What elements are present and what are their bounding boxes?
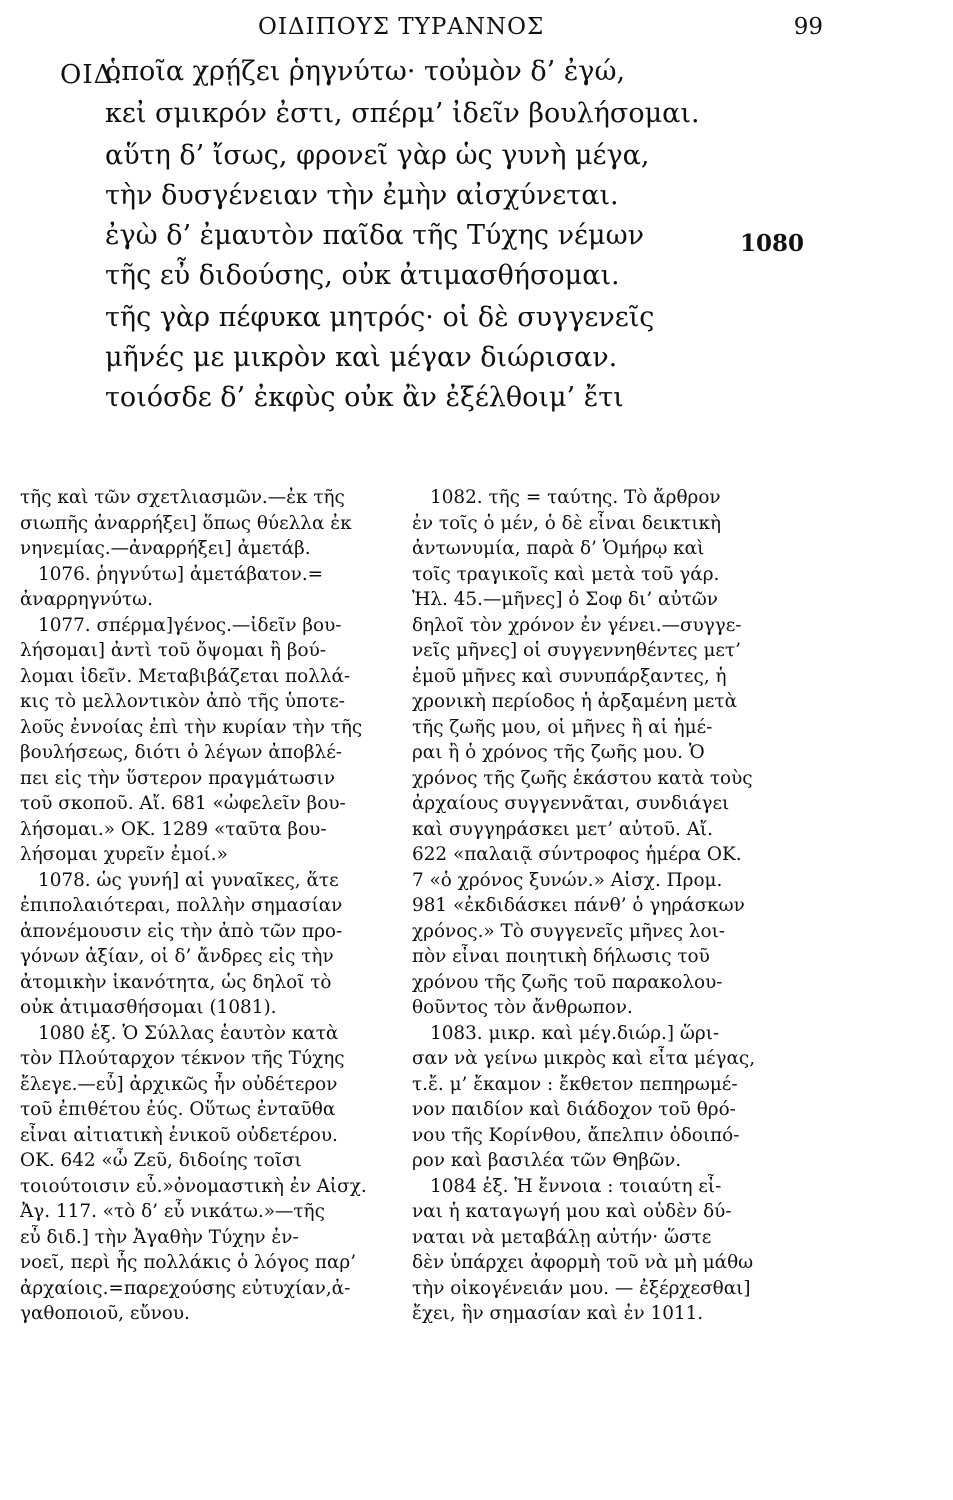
speaker-label: ΟΙΔ. bbox=[60, 60, 123, 90]
commentary-line: τ.ἔ. μ’ ἔκαμον : ἔκθετον πεπηρωμέ- bbox=[412, 1073, 738, 1095]
verse-line: ὁποῖα χρῄζει ῥηγνύτω· τοὐμὸν δ’ ἐγώ, bbox=[105, 56, 626, 87]
commentary-right-column bbox=[412, 485, 807, 1327]
commentary-line: 1082. τῆς = ταύτης. Τὸ ἄρθρον bbox=[430, 487, 721, 508]
commentary-line: ἔλεγε.—εὖ] ἀρχικῶς ἦν οὐδέτερον bbox=[20, 1073, 338, 1095]
commentary-line: καὶ συγγηράσκει μετ’ αὐτοῦ. Αἴ. bbox=[412, 818, 713, 840]
commentary-line: βουλήσεως, διότι ὁ λέγων ἀποβλέ- bbox=[20, 742, 342, 763]
commentary-line: τὴν οἰκογένειάν μου. — ἐξέρχεσθαι] bbox=[412, 1277, 751, 1299]
verse-line-number: 1080 bbox=[740, 230, 805, 257]
commentary-line: λήσομαι.» ΟΚ. 1289 «ταῦτα βου- bbox=[20, 818, 327, 840]
commentary-line: δὲν ὑπάρχει ἀφορμὴ τοῦ νὰ μὴ μάθω bbox=[412, 1252, 754, 1273]
commentary-line: 1076. ῥηγνύτω] ἀμετάβατον.= bbox=[38, 563, 324, 585]
commentary-line: εἶναι αἰτιατικὴ ἑνικοῦ οὐδετέρου. bbox=[20, 1124, 338, 1146]
commentary-line: 1084 ἑξ. Ἡ ἔννοια : τοιαύτη εἶ- bbox=[430, 1175, 722, 1197]
commentary-line: νου τῆς Κορίνθου, ἄπελπιν ὁδοιπό- bbox=[412, 1124, 740, 1146]
commentary-line: χρόνου τῆς ζωῆς τοῦ παρακολου- bbox=[412, 971, 723, 993]
commentary-line: λήσομαι] ἀντὶ τοῦ ὄψομαι ἢ βού- bbox=[20, 640, 326, 661]
commentary-line: χρονικὴ περίοδος ἡ ἀρξαμένη μετὰ bbox=[412, 691, 738, 712]
verse-line: κεἰ σμικρόν ἐστι, σπέρμ’ ἰδεῖν βουλήσομαι. bbox=[105, 98, 700, 129]
commentary-line: ναι ἡ καταγωγή μου καὶ οὐδὲν δύ- bbox=[412, 1201, 732, 1222]
commentary-line: τῆς καὶ τῶν σχετλιασμῶν.—ἐκ τῆς bbox=[20, 487, 345, 508]
commentary-line: λήσομαι χυρεῖν ἐμοί.» bbox=[20, 844, 228, 865]
commentary-line: 981 «ἐκδιδάσκει πάνθ’ ὁ γηράσκων bbox=[412, 895, 745, 916]
commentary-line: χρόνος τῆς ζωῆς ἑκάστου κατὰ τοὺς bbox=[412, 767, 753, 789]
verse-line: αὕτη δ’ ἴσως, φρονεῖ γὰρ ὡς γυνὴ μέγα, bbox=[105, 140, 650, 171]
commentary-line: τοιούτοισιν εὖ.»ὀνομαστικὴ ἐν Αἰσχ. bbox=[20, 1175, 367, 1197]
commentary-line: Ἠλ. 45.—μῆνες] ὁ Σοφ δι’ αὐτῶν bbox=[412, 589, 718, 610]
verse-line: μῆνές με μικρὸν καὶ μέγαν διώρισαν. bbox=[105, 342, 618, 373]
commentary-line: ἐπιπολαιότεραι, πολλὴν σημασίαν bbox=[20, 895, 343, 916]
commentary-line: 1077. σπέρμα]γένος.—ἰδεῖν βου- bbox=[38, 614, 342, 636]
commentary-line: ἀρχαίους συγγεννᾶται, συνδιάγει bbox=[412, 793, 730, 814]
commentary-line: ἀντωνυμία, παρὰ δ’ Ὁμήρῳ καὶ bbox=[412, 538, 705, 559]
commentary-line: θοῦντος τὸν ἄνθρωπον. bbox=[412, 997, 633, 1018]
verse-line: τῆς εὖ διδούσης, οὐκ ἀτιμασθήσομαι. bbox=[105, 260, 620, 291]
commentary-line: 1078. ὡς γυνή] αἱ γυναῖκες, ἅτε bbox=[38, 869, 339, 891]
commentary-line: τοῖς τραγικοῖς καὶ μετὰ τοῦ γάρ. bbox=[412, 563, 720, 585]
page-header bbox=[0, 10, 953, 46]
commentary-line: ἔχει, ἣν σημασίαν καὶ ἐν 1011. bbox=[412, 1303, 704, 1324]
verse-line: τῆς γὰρ πέφυκα μητρός· οἱ δὲ συγγενεῖς bbox=[105, 302, 655, 333]
commentary-line: λομαι ἰδεῖν. Μεταβιβάζεται πολλά- bbox=[20, 665, 351, 687]
verse-line: τοιόσδε δ’ ἐκφὺς οὐκ ἂν ἐξέλθοιμ’ ἔτι bbox=[105, 382, 624, 413]
commentary-line: γαθοποιοῦ, εὔνου. bbox=[20, 1303, 190, 1324]
commentary-line: ναται νὰ μεταβάλῃ αὐτήν· ὥστε bbox=[412, 1226, 712, 1248]
commentary-line: τοῦ ἐπιθέτου ἐύς. Οὕτως ἐνταῦθα bbox=[20, 1099, 336, 1120]
commentary-line: 1080 ἑξ. Ὁ Σύλλας ἑαυτὸν κατὰ bbox=[38, 1022, 339, 1044]
commentary-line: ρον καὶ βασιλέα τῶν Θηβῶν. bbox=[412, 1150, 682, 1171]
commentary-line: πει εἰς τὴν ὕστερον πραγμάτωσιν bbox=[20, 767, 335, 789]
commentary-line: ραι ἢ ὁ χρόνος τῆς ζωῆς μου. Ὁ bbox=[412, 742, 705, 763]
commentary-line: οὐκ ἀτιμασθήσομαι (1081). bbox=[20, 997, 277, 1018]
commentary-line: ἐν τοῖς ὁ μέν, ὁ δὲ εἶναι δεικτικὴ bbox=[412, 512, 722, 534]
commentary-left-column bbox=[20, 485, 420, 1327]
commentary-line: χρόνος.» Τὸ συγγενεῖς μῆνες λοι- bbox=[412, 920, 725, 942]
commentary-line: 622 «παλαιᾷ σύντροφος ἡμέρα ΟΚ. bbox=[412, 844, 742, 865]
commentary-line: 7 «ὁ χρόνος ξυνών.» Αἰσχ. Προμ. bbox=[412, 869, 723, 891]
commentary-line: κις τὸ μελλοντικὸν ἀπὸ τῆς ὑποτε- bbox=[20, 691, 345, 712]
commentary-line: δηλοῖ τὸν χρόνον ἐν γένει.—συγγε- bbox=[412, 614, 742, 636]
commentary-line: τὸν Πλούταρχον τέκνον τῆς Τύχης bbox=[20, 1048, 345, 1069]
commentary-line: νοεῖ, περὶ ἧς πολλάκις ὁ λόγος παρ’ bbox=[20, 1252, 357, 1273]
commentary-line: πὸν εἶναι ποιητικὴ δήλωσις τοῦ bbox=[412, 946, 710, 967]
verse-line: ἐγὼ δ’ ἐμαυτὸν παῖδα τῆς Τύχης νέμων bbox=[105, 220, 645, 251]
commentary-line: 1083. μικρ. καὶ μέγ.διώρ.] ὥρι- bbox=[430, 1022, 720, 1044]
running-title: ΟΙΔΙΠΟΥΣ ΤΥΡΑΝΝΟΣ bbox=[258, 14, 545, 40]
commentary-line: νον παιδίον καὶ διάδοχον τοῦ θρό- bbox=[412, 1099, 736, 1120]
commentary-line: ἀπονέμουσιν εἰς τὴν ἀπὸ τῶν προ- bbox=[20, 920, 343, 942]
commentary-line: νεῖς μῆνες] οἱ συγγεννηθέντες μετ’ bbox=[412, 640, 741, 661]
commentary-line: ἀτομικὴν ἱκανότητα, ὡς δηλοῖ τὸ bbox=[20, 971, 332, 993]
commentary-line: Ἀγ. 117. «τὸ δ’ εὖ νικάτω.»—τῆς bbox=[20, 1201, 325, 1222]
page-number: 99 bbox=[793, 14, 823, 40]
commentary-line: σιωπῆς ἀναρρήξει] ὅπως θύελλα ἐκ bbox=[20, 512, 352, 534]
commentary-line: λοῦς ἐννοίας ἐπὶ τὴν κυρίαν τὴν τῆς bbox=[20, 716, 363, 738]
commentary-line: σαν νὰ γείνω μικρὸς καὶ εἶτα μέγας, bbox=[412, 1048, 756, 1069]
commentary-line: γόνων ἀξίαν, οἱ δ’ ἄνδρες εἰς τὴν bbox=[20, 946, 334, 967]
commentary-line: ἐμοῦ μῆνες καὶ συνυπάρξαντες, ἡ bbox=[412, 665, 727, 687]
commentary-line: ἀρχαίοις.=παρεχούσης εὐτυχίαν,ἀ- bbox=[20, 1277, 351, 1299]
commentary-line: ἀναρρηγνύτω. bbox=[20, 589, 154, 610]
commentary-line: τοῦ σκοποῦ. Αἴ. 681 «ὠφελεῖν βου- bbox=[20, 793, 346, 814]
commentary-line: νηνεμίας.—ἀναρρήξει] ἀμετάβ. bbox=[20, 538, 311, 559]
verse-line: τὴν δυσγένειαν τὴν ἐμὴν αἰσχύνεται. bbox=[105, 180, 619, 211]
commentary-line: τῆς ζωῆς μου, οἱ μῆνες ἢ αἱ ἡμέ- bbox=[412, 716, 713, 738]
commentary-line: ΟΚ. 642 «ὦ Ζεῦ, διδοίης τοῖσι bbox=[20, 1150, 302, 1171]
commentary-line: εὖ διδ.] τὴν Ἀγαθὴν Τύχην ἐν- bbox=[20, 1226, 299, 1248]
